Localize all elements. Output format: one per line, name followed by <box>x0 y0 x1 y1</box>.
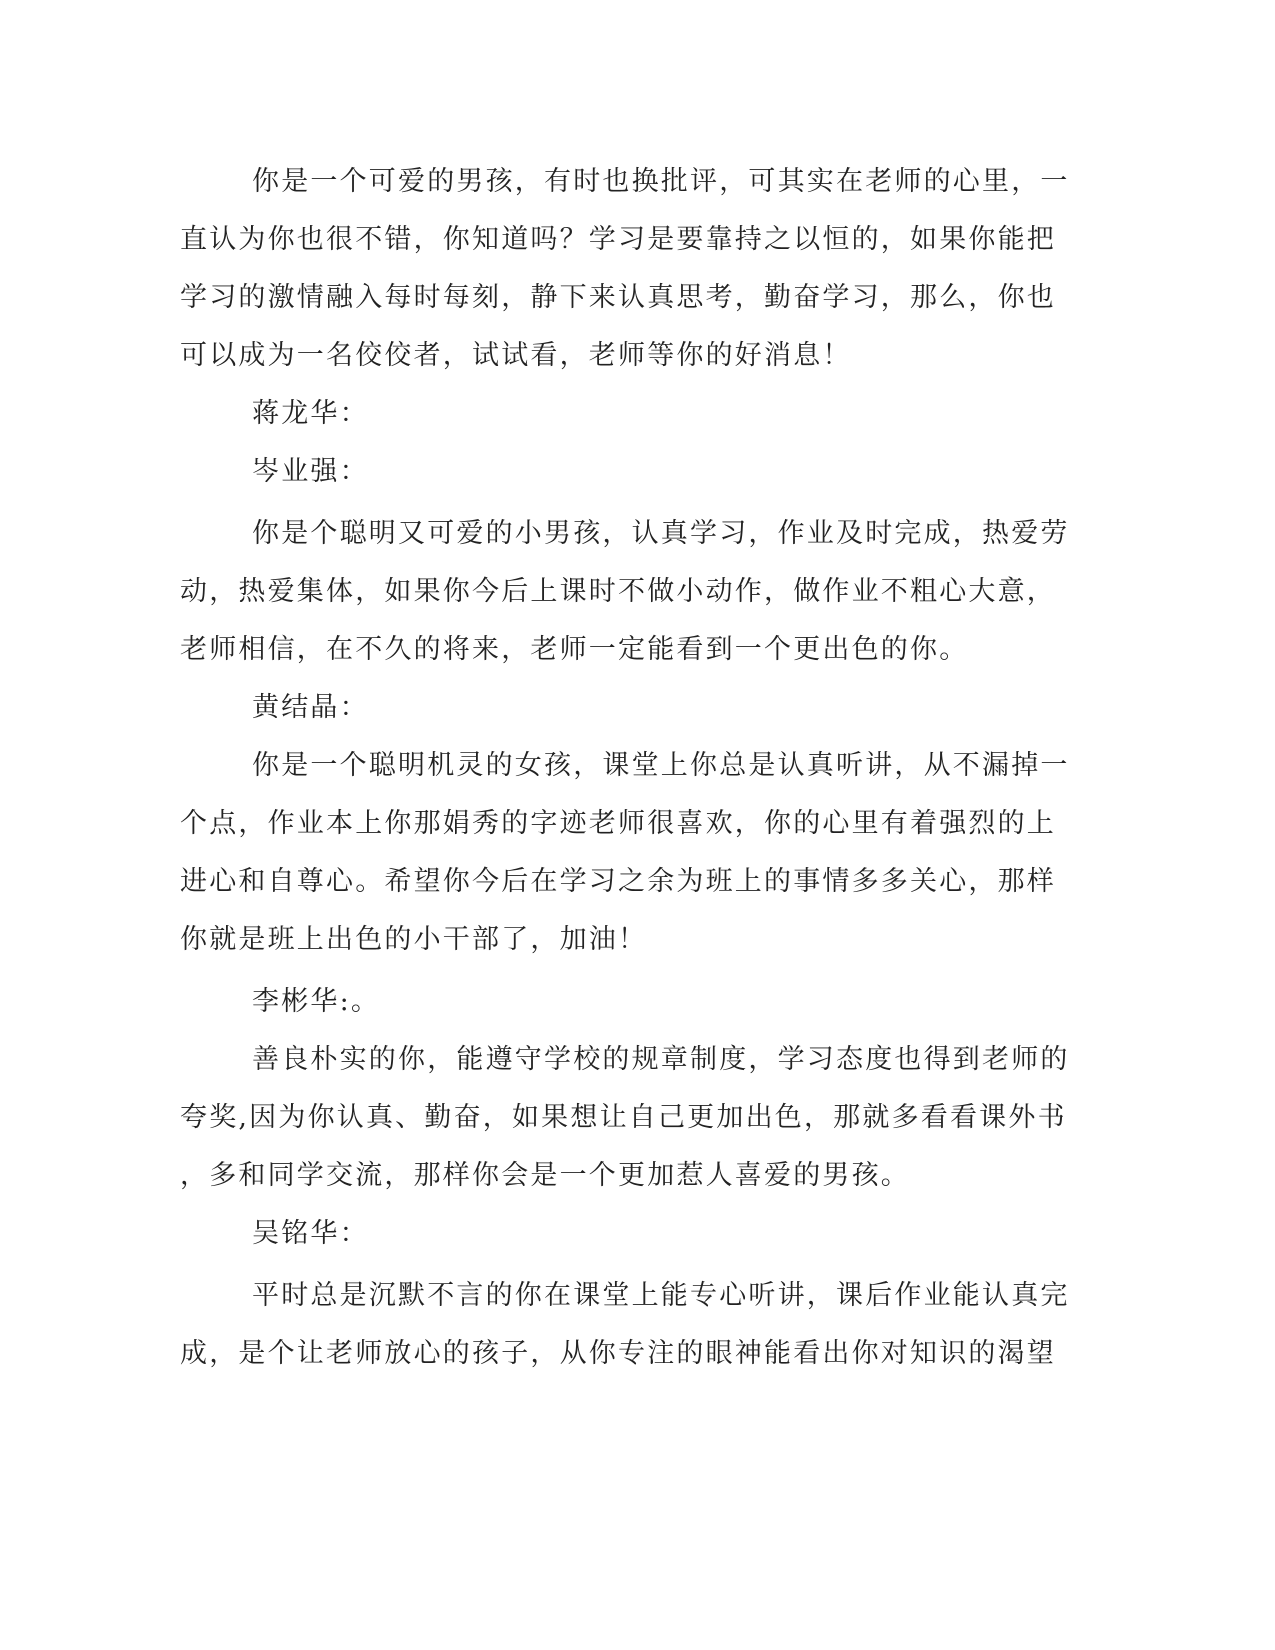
paragraph-line: 善良朴实的你，能遵守学校的规章制度，学习态度也得到老师的 <box>252 1044 1070 1075</box>
paragraph-line: 动，热爱集体，如果你今后上课时不做小动作，做作业不粗心大意， <box>180 576 1056 607</box>
paragraph-line: 你是个聪明又可爱的小男孩，认真学习，作业及时完成，热爱劳 <box>252 518 1070 549</box>
paragraph-line: 老师相信，在不久的将来，老师一定能看到一个更出色的你。 <box>180 634 969 665</box>
paragraph-line: 成，是个让老师放心的孩子，从你专注的眼神能看出你对知识的渴望 <box>180 1338 1056 1369</box>
paragraph-line: 直认为你也很不错，你知道吗？学习是要靠持之以恒的，如果你能把 <box>180 224 1056 255</box>
paragraph-line: 夸奖,因为你认真、勤奋，如果想让自己更加出色，那就多看看课外书 <box>180 1102 1067 1133</box>
student-name-heading: 蒋龙华： <box>252 398 369 429</box>
paragraph-line: ，多和同学交流，那样你会是一个更加惹人喜爱的男孩。 <box>180 1160 910 1191</box>
paragraph-line: 你就是班上出色的小干部了，加油！ <box>180 924 648 955</box>
paragraph-line: 你是一个可爱的男孩，有时也换批评，可其实在老师的心里，一 <box>252 166 1070 197</box>
paragraph-line: 你是一个聪明机灵的女孩，课堂上你总是认真听讲，从不漏掉一 <box>252 750 1070 781</box>
paragraph-line: 平时总是沉默不言的你在课堂上能专心听讲，课后作业能认真完 <box>252 1280 1070 1311</box>
paragraph-line: 个点，作业本上你那娟秀的字迹老师很喜欢，你的心里有着强烈的上 <box>180 808 1056 839</box>
student-name-heading: 吴铭华： <box>252 1218 369 1249</box>
paragraph-line: 可以成为一名佼佼者，试试看，老师等你的好消息！ <box>180 340 852 371</box>
student-name-heading: 李彬华:。 <box>252 986 381 1017</box>
paragraph-line: 进心和自尊心。希望你今后在学习之余为班上的事情多多关心，那样 <box>180 866 1056 897</box>
student-name-heading: 岑业强： <box>252 456 369 487</box>
paragraph-line: 学习的激情融入每时每刻，静下来认真思考，勤奋学习，那么，你也 <box>180 282 1056 313</box>
student-name-heading: 黄结晶： <box>252 692 369 723</box>
